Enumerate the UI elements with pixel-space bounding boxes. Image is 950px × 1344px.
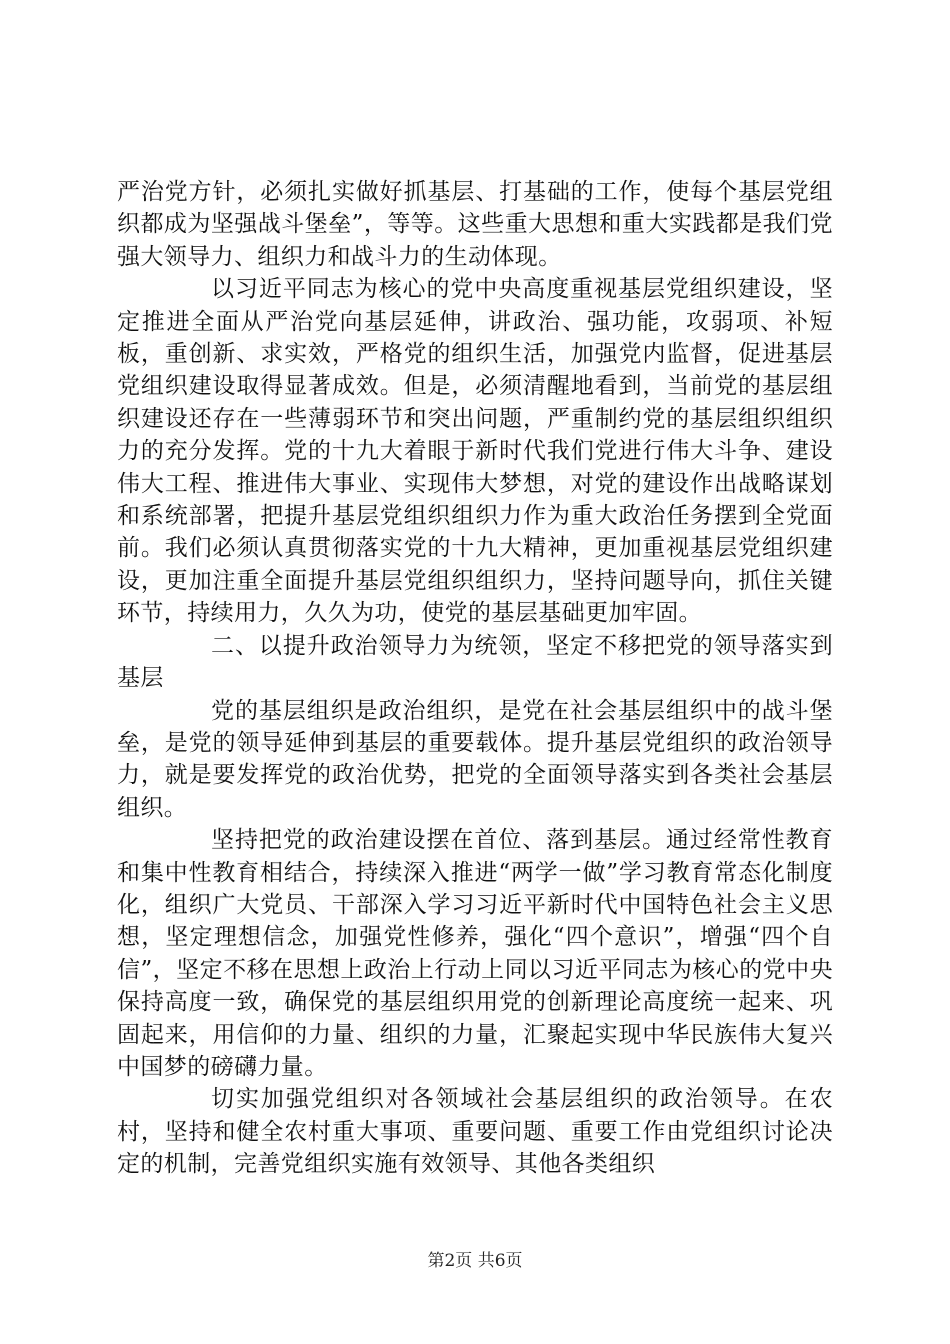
paragraph-continuation: 严治党方针，必须扎实做好抓基层、打基础的工作，使每个基层党组织都成为坚强战斗堡垒”，等等。这些重大思想和重大实践都是我们党强大领导力、组织力和战斗力的生动体现。 bbox=[117, 179, 833, 270]
paragraph: 以习近平同志为核心的党中央高度重视基层党组织建设，坚定推进全面从严治党向基层延伸，讲政治、强功能，攻弱项、补短板，重创新、求实效，严格党的组织生活，加强党内监督，促进基层党组织建设取得显著成效。但是，必须清醒地看到，当前党的基层组织建设还存在一些薄弱环节和突出问题，严重制约党的基层组织组织力的充分发挥。党的十九大着眼于新时代我们党进行伟大斗争、建设伟大工程、推进伟大事业、实现伟大梦想，对党的建设作出战略谋划和系统部署，把提升基层党组织组织力作为重大政治任务摆到全党面前。我们必须认真贯彻落实党的十九大精神，更加重视基层党组织建设，更加注重全面提升基层党组织组织力，坚持问题导向，抓住关键环节，持续用力，久久为功，使党的基层基础更加牢固。 bbox=[117, 276, 833, 627]
paragraph: 党的基层组织是政治组织，是党在社会基层组织中的战斗堡垒，是党的领导延伸到基层的重要载体。提升基层党组织的政治领导力，就是要发挥党的政治优势，把党的全面领导落实到各类社会基层组织。 bbox=[117, 697, 833, 821]
page-number-footer: 第2页 共6页 bbox=[427, 1251, 523, 1271]
section-heading: 二、以提升政治领导力为统领，坚定不移把党的领导落实到基层 bbox=[117, 632, 833, 692]
document-body bbox=[117, 176, 833, 1181]
paragraph: 坚持把党的政治建设摆在首位、落到基层。通过经常性教育和集中性教育相结合，持续深入推进“两学一做”学习教育常态化制度化，组织广大党员、干部深入学习习近平新时代中国特色社会主义思想，坚定理想信念，加强党性修养，强化“四个意识”，增强“四个自信”，坚定不移在思想上政治上行动上同以习近平同志为核心的党中央保持高度一致，确保党的基层组织用党的创新理论高度统一起来、巩固起来，用信仰的力量、组织的力量，汇聚起实现中华民族伟大复兴中国梦的磅礴力量。 bbox=[117, 827, 833, 1080]
paragraph: 切实加强党组织对各领域社会基层组织的政治领导。在农村，坚持和健全农村重大事项、重要问题、重要工作由党组织讨论决定的机制，完善党组织实施有效领导、其他各类组织 bbox=[117, 1086, 833, 1178]
